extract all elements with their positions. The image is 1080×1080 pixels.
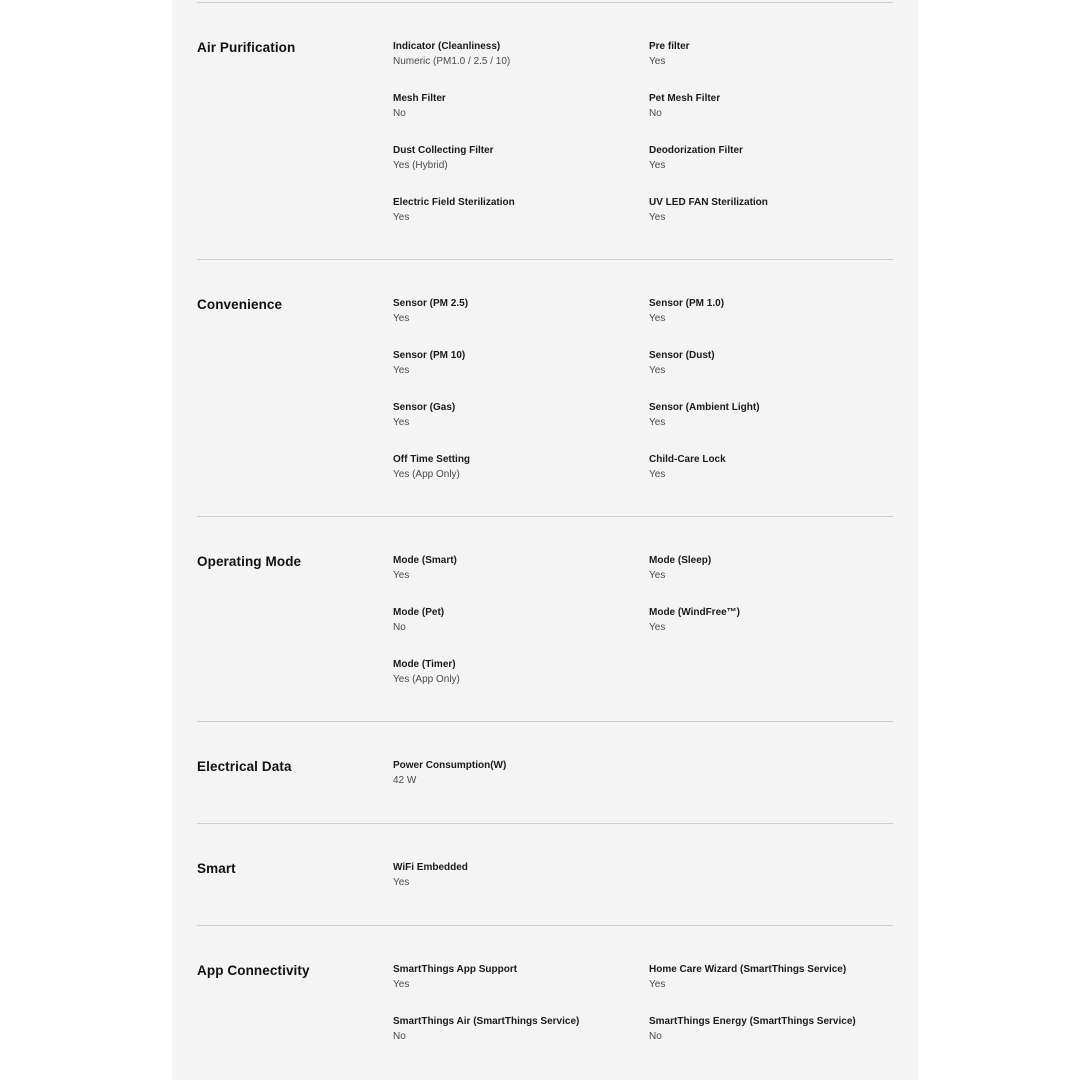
spec-item bbox=[393, 297, 633, 326]
spec-value: No bbox=[649, 1031, 662, 1042]
spec-label: Sensor (PM 10) bbox=[393, 350, 466, 361]
spec-item bbox=[649, 401, 889, 430]
spec-item bbox=[649, 1015, 889, 1044]
specs-panel bbox=[172, 0, 918, 1080]
spec-value: Yes bbox=[649, 313, 666, 324]
spec-label: Indicator (Cleanliness) bbox=[393, 41, 501, 52]
spec-value: No bbox=[649, 108, 662, 119]
spec-value: No bbox=[393, 1031, 406, 1042]
spec-item bbox=[649, 554, 889, 583]
spec-label: Mode (Timer) bbox=[393, 659, 456, 670]
spec-label: Pre filter bbox=[649, 41, 690, 52]
spec-value: Yes bbox=[393, 365, 410, 376]
spec-value: Yes bbox=[649, 622, 666, 633]
spec-value: Yes (Hybrid) bbox=[393, 160, 448, 171]
section-title: Air Purification bbox=[197, 40, 296, 55]
spec-item bbox=[393, 144, 633, 173]
spec-label: Sensor (Gas) bbox=[393, 402, 456, 413]
spec-value: Yes bbox=[649, 417, 666, 428]
spec-value: Yes bbox=[649, 160, 666, 171]
spec-value: Yes bbox=[649, 56, 666, 67]
spec-label: UV LED FAN Sterilization bbox=[649, 197, 768, 208]
spec-item bbox=[649, 297, 889, 326]
spec-item bbox=[649, 196, 889, 225]
section-title: Smart bbox=[197, 861, 236, 876]
spec-value: Yes bbox=[393, 417, 410, 428]
section-air-purification bbox=[197, 2, 893, 260]
spec-label: SmartThings Energy (SmartThings Service) bbox=[649, 1016, 856, 1027]
spec-label: Sensor (PM 2.5) bbox=[393, 298, 469, 309]
spec-item bbox=[393, 861, 633, 890]
spec-value: Yes bbox=[393, 570, 410, 581]
spec-value: Yes (App Only) bbox=[393, 674, 460, 685]
spec-label: Mode (Smart) bbox=[393, 555, 457, 566]
spec-value: Yes bbox=[393, 313, 410, 324]
section-title: Convenience bbox=[197, 297, 283, 312]
spec-value: Numeric (PM1.0 / 2.5 / 10) bbox=[393, 56, 511, 67]
spec-item bbox=[649, 92, 889, 121]
spec-label: Off Time Setting bbox=[393, 454, 471, 465]
spec-label: Power Consumption(W) bbox=[393, 760, 507, 771]
spec-value: No bbox=[393, 622, 406, 633]
spec-label: WiFi Embedded bbox=[393, 862, 468, 873]
spec-value: Yes (App Only) bbox=[393, 469, 460, 480]
spec-item bbox=[393, 963, 633, 992]
spec-item bbox=[393, 40, 633, 69]
spec-item bbox=[393, 349, 633, 378]
spec-value: Yes bbox=[649, 979, 666, 990]
section-title: Electrical Data bbox=[197, 759, 292, 774]
spec-label: SmartThings Air (SmartThings Service) bbox=[393, 1016, 580, 1027]
spec-value: Yes bbox=[393, 877, 410, 888]
spec-label: Sensor (PM 1.0) bbox=[649, 298, 725, 309]
spec-label: SmartThings App Support bbox=[393, 964, 518, 975]
section-smart bbox=[197, 823, 893, 926]
spec-item bbox=[393, 92, 633, 121]
spec-item bbox=[649, 606, 889, 635]
section-electrical-data bbox=[197, 721, 893, 824]
spec-item bbox=[393, 1015, 633, 1044]
spec-label: Mode (WindFree™) bbox=[649, 607, 741, 618]
spec-item bbox=[393, 606, 633, 635]
spec-item bbox=[649, 349, 889, 378]
spec-value: Yes bbox=[649, 365, 666, 376]
section-title: App Connectivity bbox=[197, 963, 310, 978]
spec-value: Yes bbox=[649, 570, 666, 581]
spec-item bbox=[649, 144, 889, 173]
spec-item bbox=[393, 401, 633, 430]
spec-label: Sensor (Dust) bbox=[649, 350, 715, 361]
spec-label: Mesh Filter bbox=[393, 93, 446, 104]
spec-item bbox=[393, 658, 633, 687]
spec-value: Yes bbox=[393, 212, 410, 223]
spec-item bbox=[649, 40, 889, 69]
spec-item bbox=[393, 554, 633, 583]
section-title: Operating Mode bbox=[197, 554, 302, 569]
spec-label: Pet Mesh Filter bbox=[649, 93, 721, 104]
spec-item bbox=[393, 759, 633, 788]
section-app-connectivity bbox=[197, 925, 893, 1076]
spec-item bbox=[393, 196, 633, 225]
section-convenience bbox=[197, 259, 893, 517]
spec-value: Yes bbox=[393, 979, 410, 990]
spec-label: Dust Collecting Filter bbox=[393, 145, 494, 156]
spec-item bbox=[649, 453, 889, 482]
spec-item bbox=[393, 453, 633, 482]
spec-label: Deodorization Filter bbox=[649, 145, 743, 156]
spec-item bbox=[649, 963, 889, 992]
spec-value: Yes bbox=[649, 212, 666, 223]
spec-label: Mode (Pet) bbox=[393, 607, 445, 618]
section-operating-mode bbox=[197, 516, 893, 722]
spec-label: Sensor (Ambient Light) bbox=[649, 402, 760, 413]
spec-value: Yes bbox=[649, 469, 666, 480]
spec-value: 42 W bbox=[393, 775, 417, 786]
spec-value: No bbox=[393, 108, 406, 119]
spec-label: Home Care Wizard (SmartThings Service) bbox=[649, 964, 847, 975]
spec-label: Child-Care Lock bbox=[649, 454, 726, 465]
spec-label: Electric Field Sterilization bbox=[393, 197, 515, 208]
spec-label: Mode (Sleep) bbox=[649, 555, 712, 566]
